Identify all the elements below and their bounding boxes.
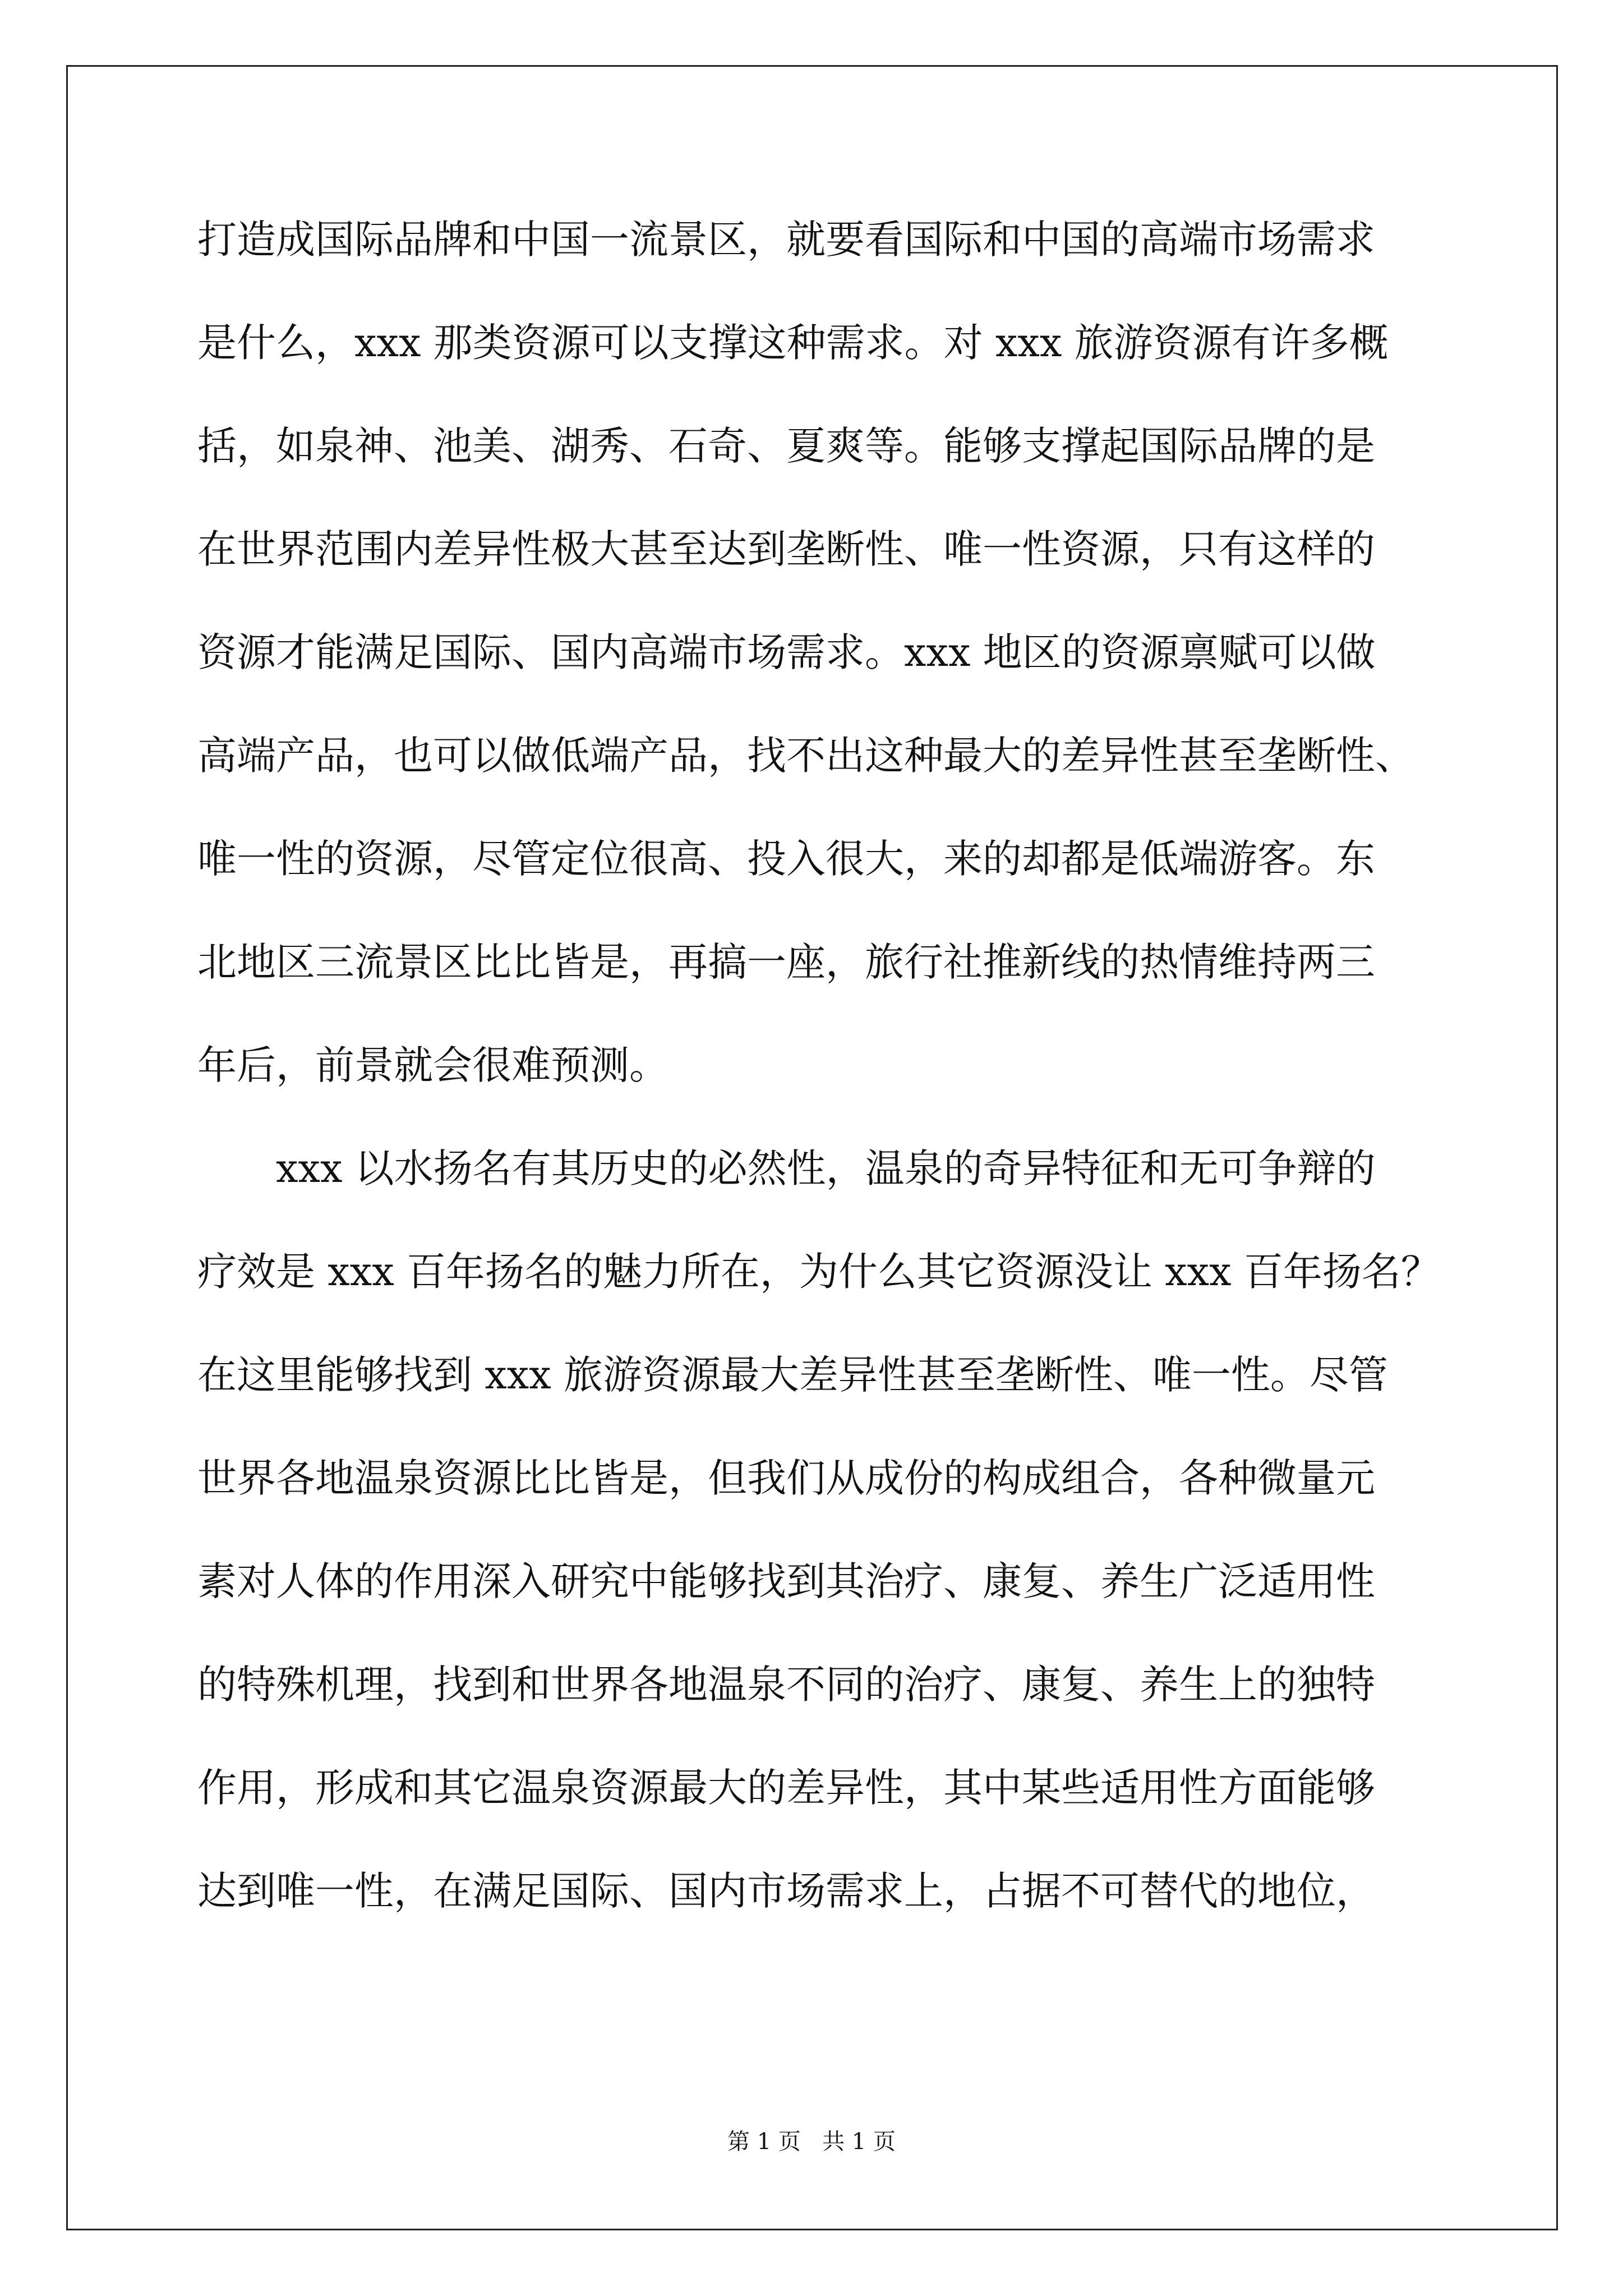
text-line: 在世界范围内差异性极大甚至达到垄断性、唯一性资源，只有这样的 xyxy=(197,526,1375,572)
text-line: 资源才能满足国际、国内高端市场需求。xxx 地区的资源禀赋可以做 xyxy=(197,629,1376,675)
text-line: 达到唯一性，在满足国际、国内市场需求上，占据不可替代的地位， xyxy=(197,1868,1375,1914)
text-line: 的特殊机理，找到和世界各地温泉不同的治疗、康复、养生上的独特 xyxy=(197,1662,1375,1708)
page-total: 共 1 页 xyxy=(822,2129,896,2155)
text-line: 作用，形成和其它温泉资源最大的差异性，其中某些适用性方面能够 xyxy=(197,1765,1375,1811)
text-line: 在这里能够找到 xxx 旅游资源最大差异性甚至垄断性、唯一性。尽管 xyxy=(197,1352,1388,1398)
text-line: 高端产品，也可以做低端产品，找不出这种最大的差异性甚至垄断性、 xyxy=(197,733,1414,779)
text-line: 素对人体的作用深入研究中能够找到其治疗、康复、养生广泛适用性 xyxy=(197,1558,1375,1604)
text-line: 括，如泉神、池美、湖秀、石奇、夏爽等。能够支撑起国际品牌的是 xyxy=(197,423,1375,469)
text-line: 打造成国际品牌和中国一流景区，就要看国际和中国的高端市场需求 xyxy=(197,217,1375,263)
text-line: 北地区三流景区比比皆是，再搞一座，旅行社推新线的热情维持两三 xyxy=(197,939,1375,985)
text-line: 世界各地温泉资源比比皆是，但我们从成份的构成组合，各种微量元 xyxy=(197,1455,1375,1501)
paragraph-start-line: xxx 以水扬名有其历史的必然性，温泉的奇异特征和无可争辩的 xyxy=(276,1145,1376,1191)
text-line: 是什么，xxx 那类资源可以支撑这种需求。对 xxx 旅游资源有许多概 xyxy=(197,320,1389,366)
page-number: 第 1 页 xyxy=(727,2129,801,2155)
text-line: 唯一性的资源，尽管定位很高、投入很大，来的却都是低端游客。东 xyxy=(197,836,1375,882)
page-footer xyxy=(0,2125,1623,2159)
text-line: 疗效是 xxx 百年扬名的魅力所在，为什么其它资源没让 xxx 百年扬名？ xyxy=(197,1249,1440,1295)
text-line: 年后，前景就会很难预测。 xyxy=(197,1042,668,1088)
document-body xyxy=(197,209,1440,1963)
